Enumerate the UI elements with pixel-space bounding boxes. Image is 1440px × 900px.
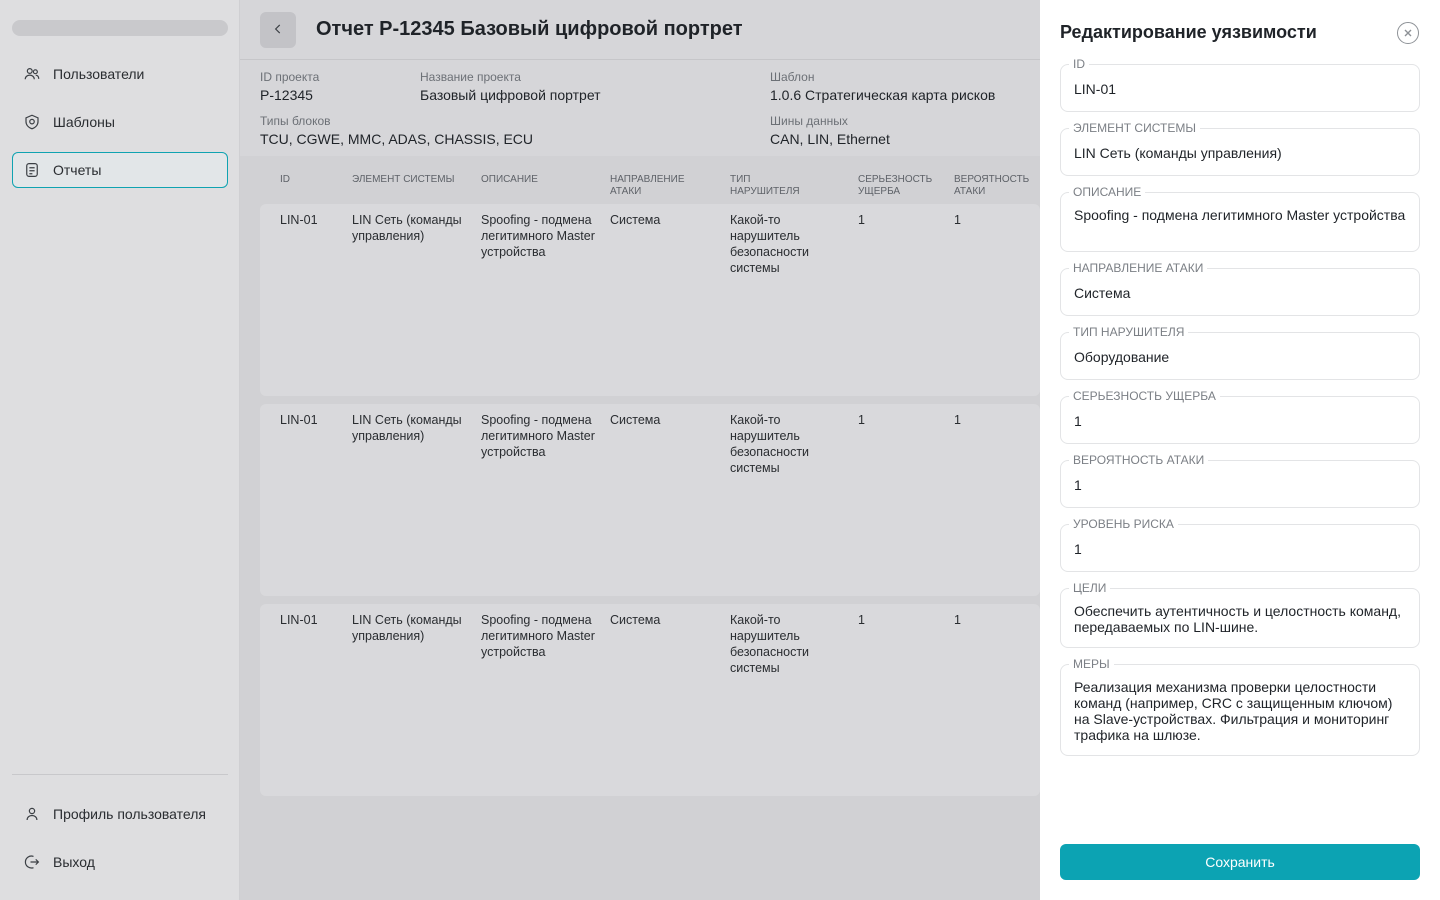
column-header-element: ЭЛЕМЕНТ СИСТЕМЫ (352, 174, 455, 185)
cell-probability: 1 (954, 613, 961, 627)
sidebar-item-label: Профиль пользователя (53, 806, 206, 822)
close-button[interactable] (1397, 22, 1419, 44)
info-label: ID проекта (260, 70, 320, 84)
panel-title: Редактирование уязвимости (1060, 22, 1317, 42)
column-header-probability: ВЕРОЯТНОСТЬ АТАКИ (954, 174, 1030, 197)
info-project-name (420, 70, 601, 103)
info-label: Типы блоков (260, 114, 331, 128)
field-label: УРОВЕНЬ РИСКА (1069, 517, 1178, 531)
info-value: P-12345 (260, 87, 313, 103)
field-label: ЭЛЕМЕНТ СИСТЕМЫ (1069, 121, 1200, 135)
info-value: CAN, LIN, Ethernet (770, 131, 890, 147)
field-value: 1 (1074, 541, 1082, 557)
info-label: Шаблон (770, 70, 815, 84)
field-value: 1 (1074, 413, 1082, 429)
cell-severity: 1 (858, 213, 865, 227)
field-description[interactable] (1060, 185, 1420, 252)
sidebar-divider (12, 774, 228, 775)
field-label: ID (1069, 57, 1089, 71)
info-block-types (260, 114, 533, 147)
users-icon (23, 65, 41, 83)
sidebar-item-reports[interactable] (12, 152, 228, 188)
field-id[interactable] (1060, 57, 1420, 112)
field-label: ТИП НАРУШИТЕЛЯ (1069, 325, 1188, 339)
edit-vulnerability-panel (1040, 0, 1440, 900)
column-header-id: ID (280, 174, 290, 185)
info-value: TCU, CGWE, MMC, ADAS, CHASSIS, ECU (260, 131, 534, 147)
cell-violator: Какой-то нарушитель безопасности системы (730, 213, 810, 275)
sidebar-nav (12, 56, 228, 200)
field-label: ОПИСАНИЕ (1069, 185, 1145, 199)
info-value: 1.0.6 Стратегическая карта рисков (770, 87, 996, 103)
field-value: Реализация механизма проверки целостности команд (например, CRC с защищенным ключом) на Slave-устройствах. Фильтрация и мониторинг трафика на шлюзе. (1074, 679, 1393, 743)
column-header-violator: ТИП НАРУШИТЕЛЯ (730, 174, 800, 197)
field-attack-direction[interactable] (1060, 261, 1420, 316)
cell-probability: 1 (954, 213, 961, 227)
cell-description: Spoofing - подмена легитимного Master устройства (481, 413, 595, 459)
field-value: Spoofing - подмена легитимного Master устройства (1074, 207, 1406, 223)
back-button[interactable] (260, 12, 296, 48)
cell-element: LIN Сеть (команды управления) (352, 613, 462, 643)
field-system-element[interactable] (1060, 121, 1420, 176)
field-value: Обеспечить аутентичность и целостность команд, передаваемых по LIN-шине. (1074, 603, 1401, 635)
sidebar-item-label: Отчеты (53, 162, 102, 178)
page-header (240, 0, 1040, 60)
field-damage-severity[interactable] (1060, 389, 1420, 444)
reports-icon (23, 161, 41, 179)
field-value: Оборудование (1074, 349, 1170, 365)
cell-direction: Система (610, 213, 661, 227)
column-header-severity: СЕРЬЕЗНОСТЬ УЩЕРБА (858, 174, 933, 197)
cell-id: LIN-01 (280, 213, 318, 227)
cell-probability: 1 (954, 413, 961, 427)
cell-direction: Система (610, 613, 661, 627)
info-template (770, 70, 995, 103)
cell-direction: Система (610, 413, 661, 427)
field-value: LIN-01 (1074, 81, 1117, 97)
field-risk-level[interactable] (1060, 517, 1420, 572)
cell-violator: Какой-то нарушитель безопасности системы (730, 613, 810, 675)
sidebar-item-templates[interactable] (12, 104, 228, 140)
table-row[interactable] (260, 604, 1040, 796)
main-content (240, 0, 1040, 900)
field-value: LIN Сеть (команды управления) (1074, 145, 1282, 161)
project-info (240, 60, 1040, 156)
sidebar-bottom-nav (12, 796, 228, 892)
field-goals[interactable] (1060, 581, 1420, 648)
field-label: МЕРЫ (1069, 657, 1114, 671)
info-project-id (260, 70, 319, 103)
cell-id: LIN-01 (280, 413, 318, 427)
field-violator-type[interactable] (1060, 325, 1420, 380)
sidebar-item-label: Выход (53, 854, 95, 870)
page-title: Отчет P-12345 Базовый цифровой портрет (316, 18, 743, 40)
sidebar-item-label: Шаблоны (53, 114, 115, 130)
cell-description: Spoofing - подмена легитимного Master устройства (481, 613, 595, 659)
cell-id: LIN-01 (280, 613, 318, 627)
field-attack-probability[interactable] (1060, 453, 1420, 508)
field-label: СЕРЬЕЗНОСТЬ УЩЕРБА (1069, 389, 1220, 403)
cell-element: LIN Сеть (команды управления) (352, 413, 462, 443)
column-header-direction: НАПРАВЛЕНИЕ АТАКИ (610, 174, 685, 197)
logout-icon (23, 853, 41, 871)
table-header (260, 166, 1040, 206)
templates-icon (23, 113, 41, 131)
user-profile-icon (23, 805, 41, 823)
save-button[interactable]: Сохранить (1060, 844, 1420, 880)
info-label: Шины данных (770, 114, 848, 128)
vulnerabilities-table (240, 156, 1040, 900)
table-row[interactable] (260, 204, 1040, 396)
logo-placeholder (12, 20, 228, 36)
sidebar-item-logout[interactable] (12, 844, 228, 880)
field-measures[interactable] (1060, 657, 1420, 756)
field-label: ВЕРОЯТНОСТЬ АТАКИ (1069, 453, 1208, 467)
cell-severity: 1 (858, 413, 865, 427)
cell-element: LIN Сеть (команды управления) (352, 213, 462, 243)
cell-severity: 1 (858, 613, 865, 627)
table-row[interactable] (260, 404, 1040, 596)
field-label: НАПРАВЛЕНИЕ АТАКИ (1069, 261, 1207, 275)
field-label: ЦЕЛИ (1069, 581, 1110, 595)
info-value: Базовый цифровой портрет (420, 87, 601, 103)
sidebar-item-profile[interactable] (12, 796, 228, 832)
sidebar-item-label: Пользователи (53, 66, 145, 82)
close-icon (1403, 26, 1413, 41)
cell-description: Spoofing - подмена легитимного Master устройства (481, 213, 595, 259)
field-value: Система (1074, 285, 1131, 301)
info-buses (770, 114, 890, 147)
sidebar-item-users[interactable] (12, 56, 228, 92)
chevron-left-icon (271, 22, 285, 39)
sidebar (0, 0, 240, 900)
column-header-description: ОПИСАНИЕ (481, 174, 538, 185)
field-value: 1 (1074, 477, 1082, 493)
info-label: Название проекта (420, 70, 521, 84)
cell-violator: Какой-то нарушитель безопасности системы (730, 413, 810, 475)
